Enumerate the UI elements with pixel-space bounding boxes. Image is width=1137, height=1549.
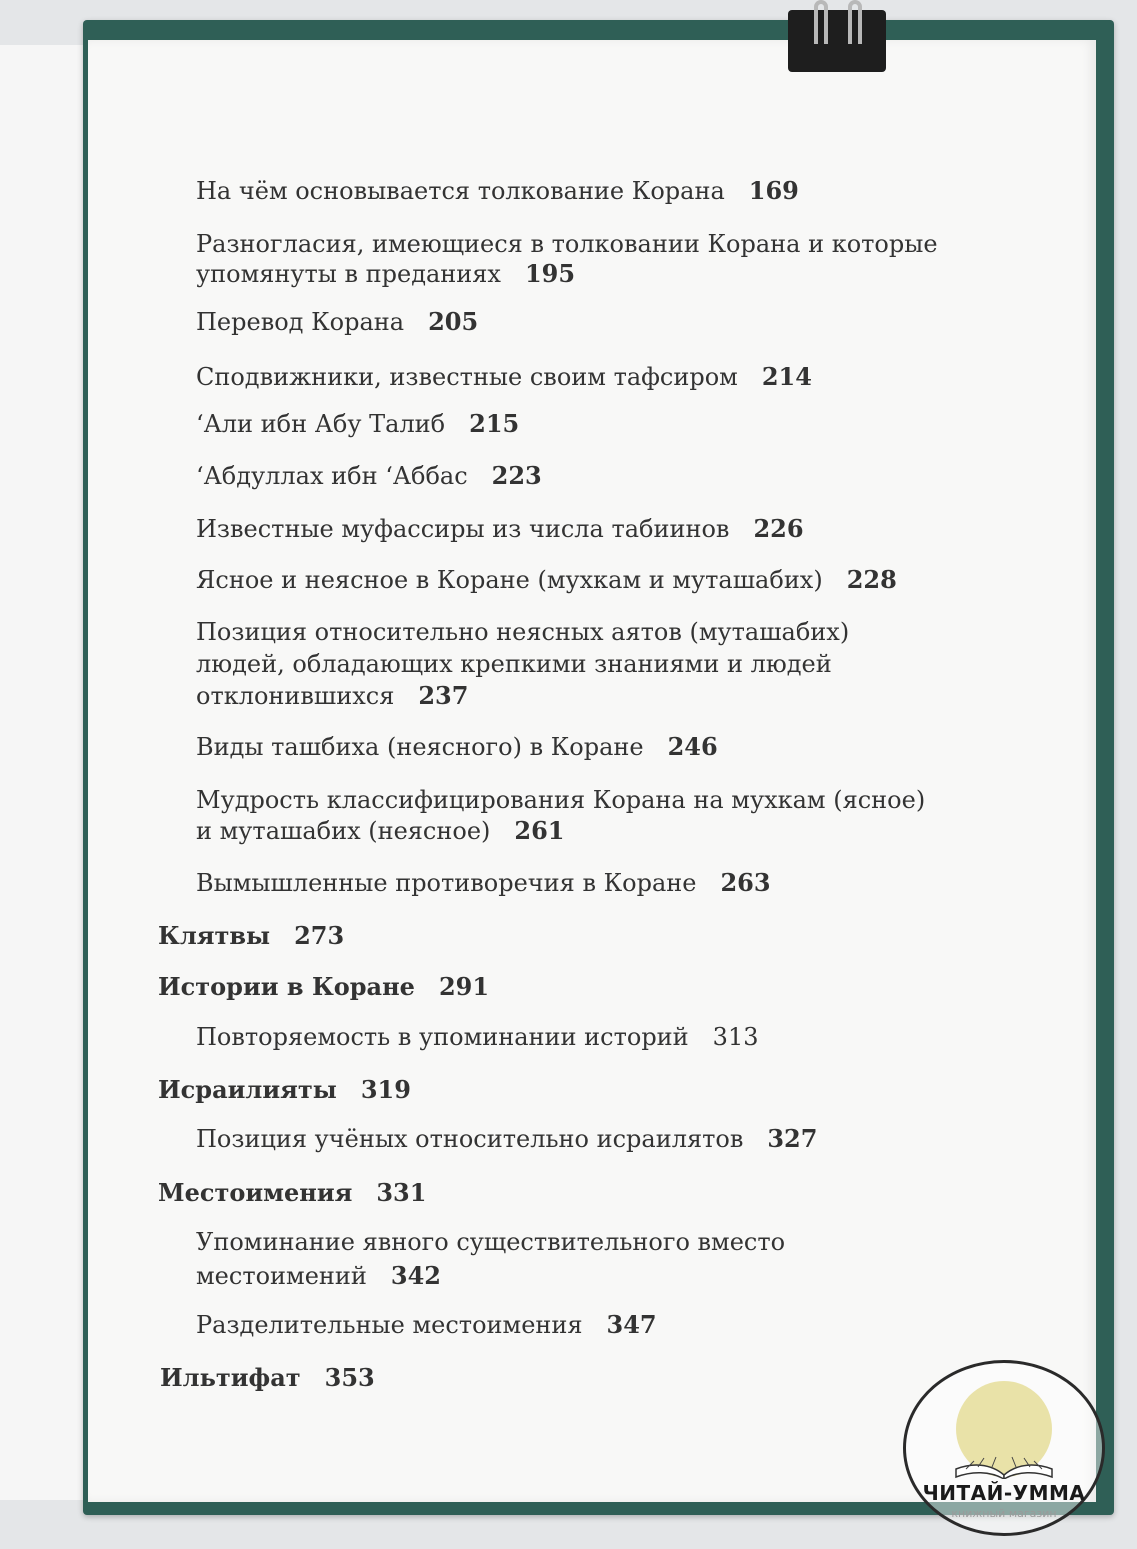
toc-page-number: 331 bbox=[376, 1178, 427, 1207]
toc-entry-tafsir-basis bbox=[196, 175, 799, 207]
toc-page-number: 347 bbox=[606, 1310, 657, 1339]
toc-entry-title: Ясное и неясное в Коране (мухкам и муташабих) bbox=[196, 566, 823, 594]
toc-entry-position-ayat-cont bbox=[196, 648, 832, 680]
toc-page-number: 246 bbox=[667, 732, 718, 761]
left-page-edge bbox=[0, 45, 89, 1500]
toc-entry-repetition bbox=[196, 1021, 758, 1053]
toc-entry-title: отклонившихся bbox=[196, 682, 395, 710]
toc-page-number: 327 bbox=[767, 1124, 818, 1153]
toc-chapter-title: Ильтифат bbox=[160, 1363, 301, 1392]
toc-page-number: 214 bbox=[761, 362, 812, 391]
toc-entry-explicit-noun-cont bbox=[196, 1260, 441, 1292]
toc-entry-muhkam bbox=[196, 564, 897, 596]
toc-entry-position-ayat bbox=[196, 616, 849, 648]
toc-entry-abdullah bbox=[196, 460, 542, 492]
toc-entry-title: ʻАли ибн Абу Талиб bbox=[196, 410, 446, 438]
toc-chapter-title: Местоимения bbox=[158, 1178, 353, 1207]
toc-entry-position-ayat-cont2 bbox=[196, 680, 468, 712]
toc-chapter-title: Клятвы bbox=[158, 921, 271, 950]
toc-page-number: 226 bbox=[753, 514, 804, 543]
toc-page-number: 273 bbox=[294, 921, 345, 950]
toc-entry-scholars-position bbox=[196, 1123, 817, 1155]
toc-page-number: 195 bbox=[524, 259, 576, 288]
toc-entry-title: Позиция учёных относительно исраилятов bbox=[196, 1125, 744, 1153]
toc-page-number: 169 bbox=[748, 176, 799, 205]
watermark-stamp bbox=[903, 1360, 1105, 1536]
toc-entry-title: Известные муфассиры из числа табиинов bbox=[196, 515, 730, 543]
watermark-subtitle: книжный магазин bbox=[951, 1507, 1057, 1520]
toc-chapter-iltifat bbox=[160, 1362, 375, 1394]
toc-entry-translation bbox=[196, 306, 478, 338]
toc-page-number: 215 bbox=[469, 409, 520, 438]
toc-page-number: 261 bbox=[514, 816, 565, 845]
toc-entry-title: Мудрость классифицирования Корана на мухкам (ясное) bbox=[196, 786, 926, 814]
toc-entry-title: упомянуты в преданиях bbox=[196, 260, 501, 288]
toc-entry-disagreements bbox=[196, 228, 938, 260]
toc-chapter-title: Истории в Коране bbox=[158, 972, 415, 1001]
toc-entry-title: Разногласия, имеющиеся в толковании Корана и которые bbox=[196, 230, 938, 258]
toc-entry-title: Разделительные местоимения bbox=[196, 1311, 583, 1339]
toc-chapter-pronouns bbox=[158, 1177, 426, 1209]
toc-entry-wisdom bbox=[196, 784, 925, 816]
toc-entry-title: ʻАбдуллах ибн ʻАббас bbox=[196, 462, 468, 490]
toc-entry-title: Позиция относительно неясных аятов (муташабих) bbox=[196, 618, 850, 646]
toc-page-number: 353 bbox=[324, 1363, 375, 1392]
toc-page-number: 313 bbox=[712, 1023, 759, 1051]
toc-entry-mufassirs bbox=[196, 513, 804, 545]
toc-entry-contradictions bbox=[196, 867, 771, 899]
toc-chapter-title: Исраилияты bbox=[158, 1075, 337, 1104]
toc-chapter-israiliyat bbox=[158, 1074, 411, 1106]
toc-page-number: 263 bbox=[720, 868, 771, 897]
toc-page-number: 205 bbox=[428, 307, 479, 336]
toc-entry-title: Виды ташбиха (неясного) в Коране bbox=[196, 733, 644, 761]
toc-entry-title: Повторяемость в упоминании историй bbox=[196, 1023, 689, 1051]
toc-entry-disagreements-cont bbox=[196, 258, 575, 290]
toc-entry-title: и муташабих (неясное) bbox=[196, 817, 491, 845]
toc-entry-ali bbox=[196, 408, 519, 440]
watermark-name: ЧИТАЙ-УММА bbox=[922, 1481, 1086, 1505]
binder-clip-handle-right bbox=[848, 0, 862, 44]
toc-page-number: 228 bbox=[846, 565, 897, 594]
toc-entry-separating-pronouns bbox=[196, 1309, 657, 1341]
toc-entry-title: Сподвижники, известные своим тафсиром bbox=[196, 363, 738, 391]
toc-page-number: 291 bbox=[438, 972, 490, 1001]
open-book-icon bbox=[952, 1455, 1056, 1479]
toc-page-number: 319 bbox=[360, 1075, 411, 1104]
binder-clip bbox=[788, 10, 886, 72]
toc-page-number: 342 bbox=[390, 1261, 442, 1290]
toc-entry-title: Упоминание явного существительного вместо bbox=[196, 1228, 786, 1256]
toc-chapter-stories bbox=[158, 971, 489, 1003]
toc-entry-wisdom-cont bbox=[196, 815, 565, 847]
toc-entry-title: людей, обладающих крепкими знаниями и людей bbox=[196, 650, 832, 678]
toc-entry-title: На чём основывается толкование Корана bbox=[196, 177, 725, 205]
toc-page-number: 223 bbox=[491, 461, 542, 490]
binder-clip-handle-left bbox=[814, 0, 828, 44]
toc-chapter-oaths bbox=[158, 920, 344, 952]
toc-entry-title: Перевод Корана bbox=[196, 308, 405, 336]
toc-entry-tashbih bbox=[196, 731, 718, 763]
toc-entry-explicit-noun bbox=[196, 1226, 785, 1258]
toc-entry-companions bbox=[196, 361, 812, 393]
toc-page-number: 237 bbox=[418, 681, 469, 710]
toc-entry-title: местоимений bbox=[196, 1262, 367, 1290]
toc-entry-title: Вымышленные противоречия в Коране bbox=[196, 869, 697, 897]
